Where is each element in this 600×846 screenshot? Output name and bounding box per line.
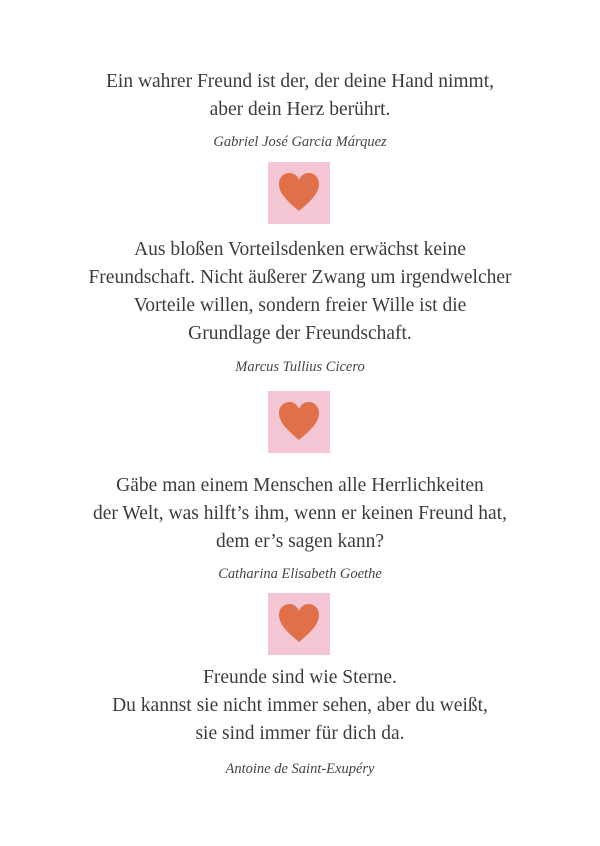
quote-line: dem er’s sagen kann? [215, 531, 385, 552]
quote-line: aber dein Herz berührt. [209, 99, 391, 120]
quote-text-3 [0, 472, 600, 556]
heart-icon [277, 400, 321, 444]
quote-text-1 [0, 68, 600, 124]
quote-line: Du kannst sie nicht immer sehen, aber du weißt, [112, 695, 488, 716]
quote-line: Vorteile willen, sondern freier Wille ist die [133, 295, 467, 316]
quote-line: Freundschaft. Nicht äußerer Zwang um irgendwelcher [88, 267, 512, 288]
quote-line: sie sind immer für dich da. [195, 723, 405, 744]
quote-author-4: Antoine de Saint-Exupéry [225, 761, 375, 777]
heart-icon [277, 602, 321, 646]
heart-divider-1 [268, 162, 330, 224]
heart-divider-3 [268, 593, 330, 655]
quote-author-1: Gabriel José Garcia Márquez [213, 134, 387, 150]
quote-author-3: Catharina Elisabeth Goethe [218, 566, 382, 582]
quote-line: der Welt, was hilft’s ihm, wenn er keinen Freund hat, [93, 503, 507, 524]
quote-line: Aus bloßen Vorteilsdenken erwächst keine [134, 239, 466, 260]
quote-author-2: Marcus Tullius Cicero [235, 359, 365, 375]
heart-icon [277, 171, 321, 215]
quote-line: Grundlage der Freundschaft. [188, 323, 412, 344]
quote-text-4 [0, 664, 600, 748]
quote-line: Gäbe man einem Menschen alle Herrlichkeiten [116, 475, 484, 496]
heart-divider-2 [268, 391, 330, 453]
quote-text-2 [0, 236, 600, 348]
quote-line: Freunde sind wie Sterne. [203, 667, 397, 688]
quote-line: Ein wahrer Freund ist der, der deine Hand nimmt, [105, 71, 495, 92]
